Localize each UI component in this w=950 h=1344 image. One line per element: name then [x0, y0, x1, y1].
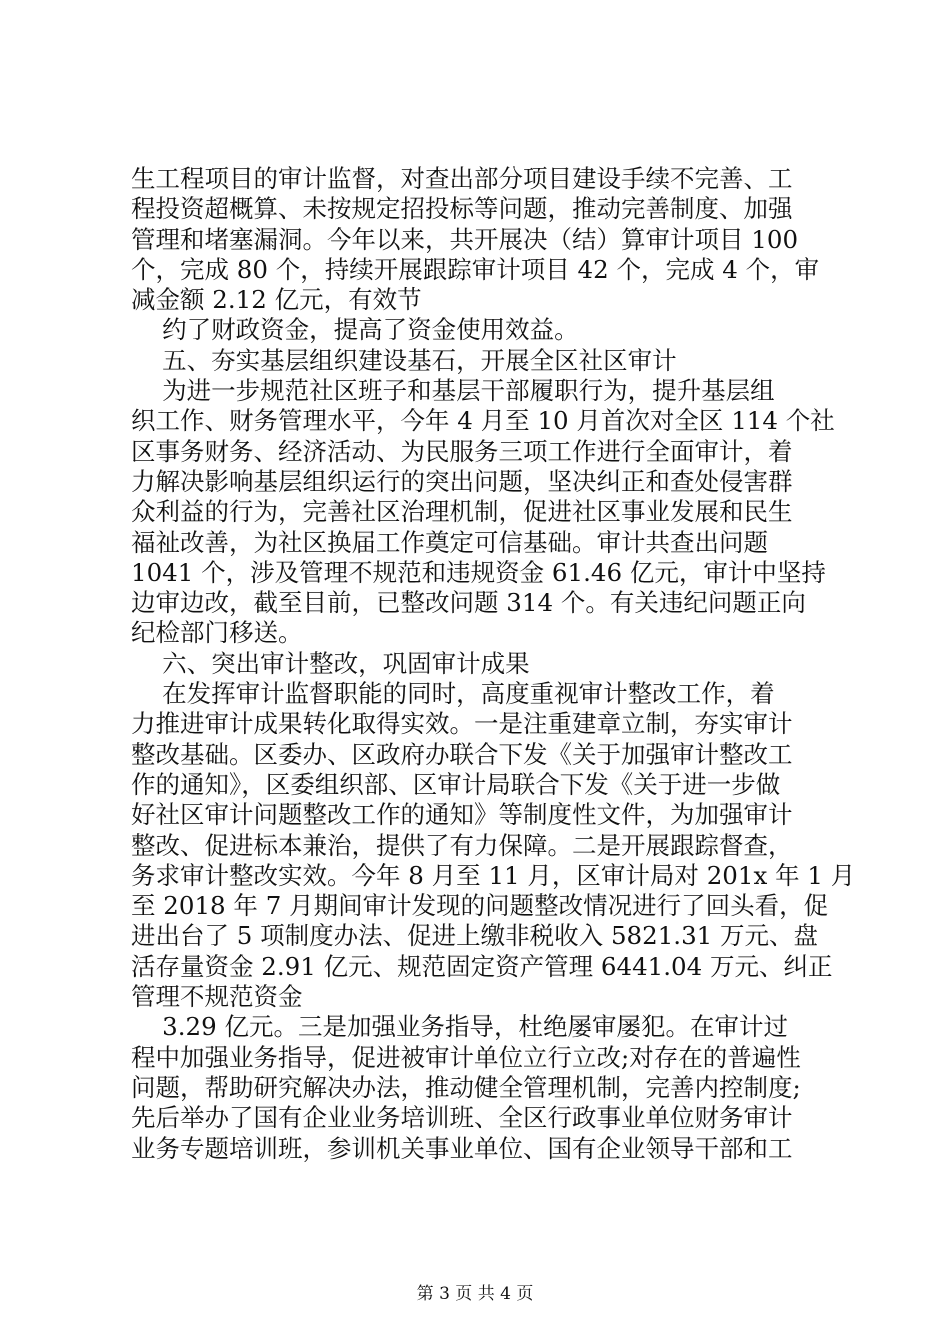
text-line: 减金额 2.12 亿元，有效节: [131, 285, 422, 315]
text-line: 问题，帮助研究解决办法，推动健全管理机制，完善内控制度;: [131, 1072, 801, 1102]
text-line: 力解决影响基层组织运行的突出问题，坚决纠正和查处侵害群: [131, 466, 793, 496]
text-line: 3.29 亿元。三是加强业务指导，杜绝屡审屡犯。在审计过: [131, 1012, 788, 1042]
text-line: 生工程项目的审计监督，对查出部分项目建设手续不完善、工: [131, 164, 793, 193]
text-line: 程投资超概算、未按规定招投标等问题，推动完善制度、加强: [131, 194, 793, 224]
text-line: 管理不规范资金: [131, 982, 303, 1012]
text-line: 整改基础。区委办、区政府办联合下发《关于加强审计整改工: [131, 739, 793, 769]
text-line: 好社区审计问题整改工作的通知》等制度性文件，为加强审计: [131, 800, 793, 830]
text-line: 个，完成 80 个，持续开展跟踪审计项目 42 个，完成 4 个，审: [131, 254, 820, 284]
text-line: 约了财政资金，提高了资金使用效益。: [131, 315, 579, 345]
text-line: 1041 个，涉及管理不规范和违规资金 61.46 亿元，审计中坚持: [131, 557, 826, 587]
text-line: 作的通知》，区委组织部、区审计局联合下发《关于进一步做: [131, 769, 781, 799]
text-line: 福祉改善，为社区换届工作奠定可信基础。审计共查出问题: [131, 527, 768, 557]
text-line: 至 2018 年 7 月期间审计发现的问题整改情况进行了回头看，促: [131, 891, 829, 921]
text-line: 整改、促进标本兼治，提供了有力保障。二是开展跟踪督查，: [131, 830, 793, 860]
text-line: 在发挥审计监督职能的同时，高度重视审计整改工作，着: [131, 679, 775, 709]
text-line: 纪检部门移送。: [131, 618, 303, 648]
text-line: 织工作、财务管理水平，今年 4 月至 10 月首次对全区 114 个社: [131, 406, 835, 436]
text-line: 进出台了 5 项制度办法、促进上缴非税收入 5821.31 万元、盘: [131, 921, 819, 951]
section-heading-6: 六、突出审计整改，巩固审计成果: [131, 648, 530, 678]
text-line: 力推进审计成果转化取得实效。一是注重建章立制，夯实审计: [131, 709, 793, 739]
text-line: 活存量资金 2.91 亿元、规范固定资产管理 6441.04 万元、纠正: [131, 951, 833, 981]
text-line: 边审边改，截至目前，已整改问题 314 个。有关违纪问题正向: [131, 588, 806, 618]
text-line: 务求审计整改实效。今年 8 月至 11 月，区审计局对 201x 年 1 月: [131, 860, 856, 890]
text-line: 先后举办了国有企业业务培训班、全区行政事业单位财务审计: [131, 1103, 793, 1133]
document-body: [131, 164, 856, 1164]
text-line: 为进一步规范社区班子和基层干部履职行为，提升基层组: [131, 376, 775, 406]
text-line: 众利益的行为，完善社区治理机制，促进社区事业发展和民生: [131, 497, 793, 527]
text-line: 区事务财务、经济活动、为民服务三项工作进行全面审计，着: [131, 436, 793, 466]
page-number-footer: 第 3 页 共 4 页: [416, 1284, 534, 1304]
text-line: 管理和堵塞漏洞。今年以来，共开展决（结）算审计项目 100: [131, 224, 799, 254]
text-line: 程中加强业务指导，促进被审计单位立行立改;对存在的普遍性: [131, 1042, 801, 1072]
section-heading-5: 五、夯实基层组织建设基石，开展全区社区审计: [131, 345, 677, 375]
text-line: 业务专题培训班，参训机关事业单位、国有企业领导干部和工: [131, 1133, 793, 1163]
